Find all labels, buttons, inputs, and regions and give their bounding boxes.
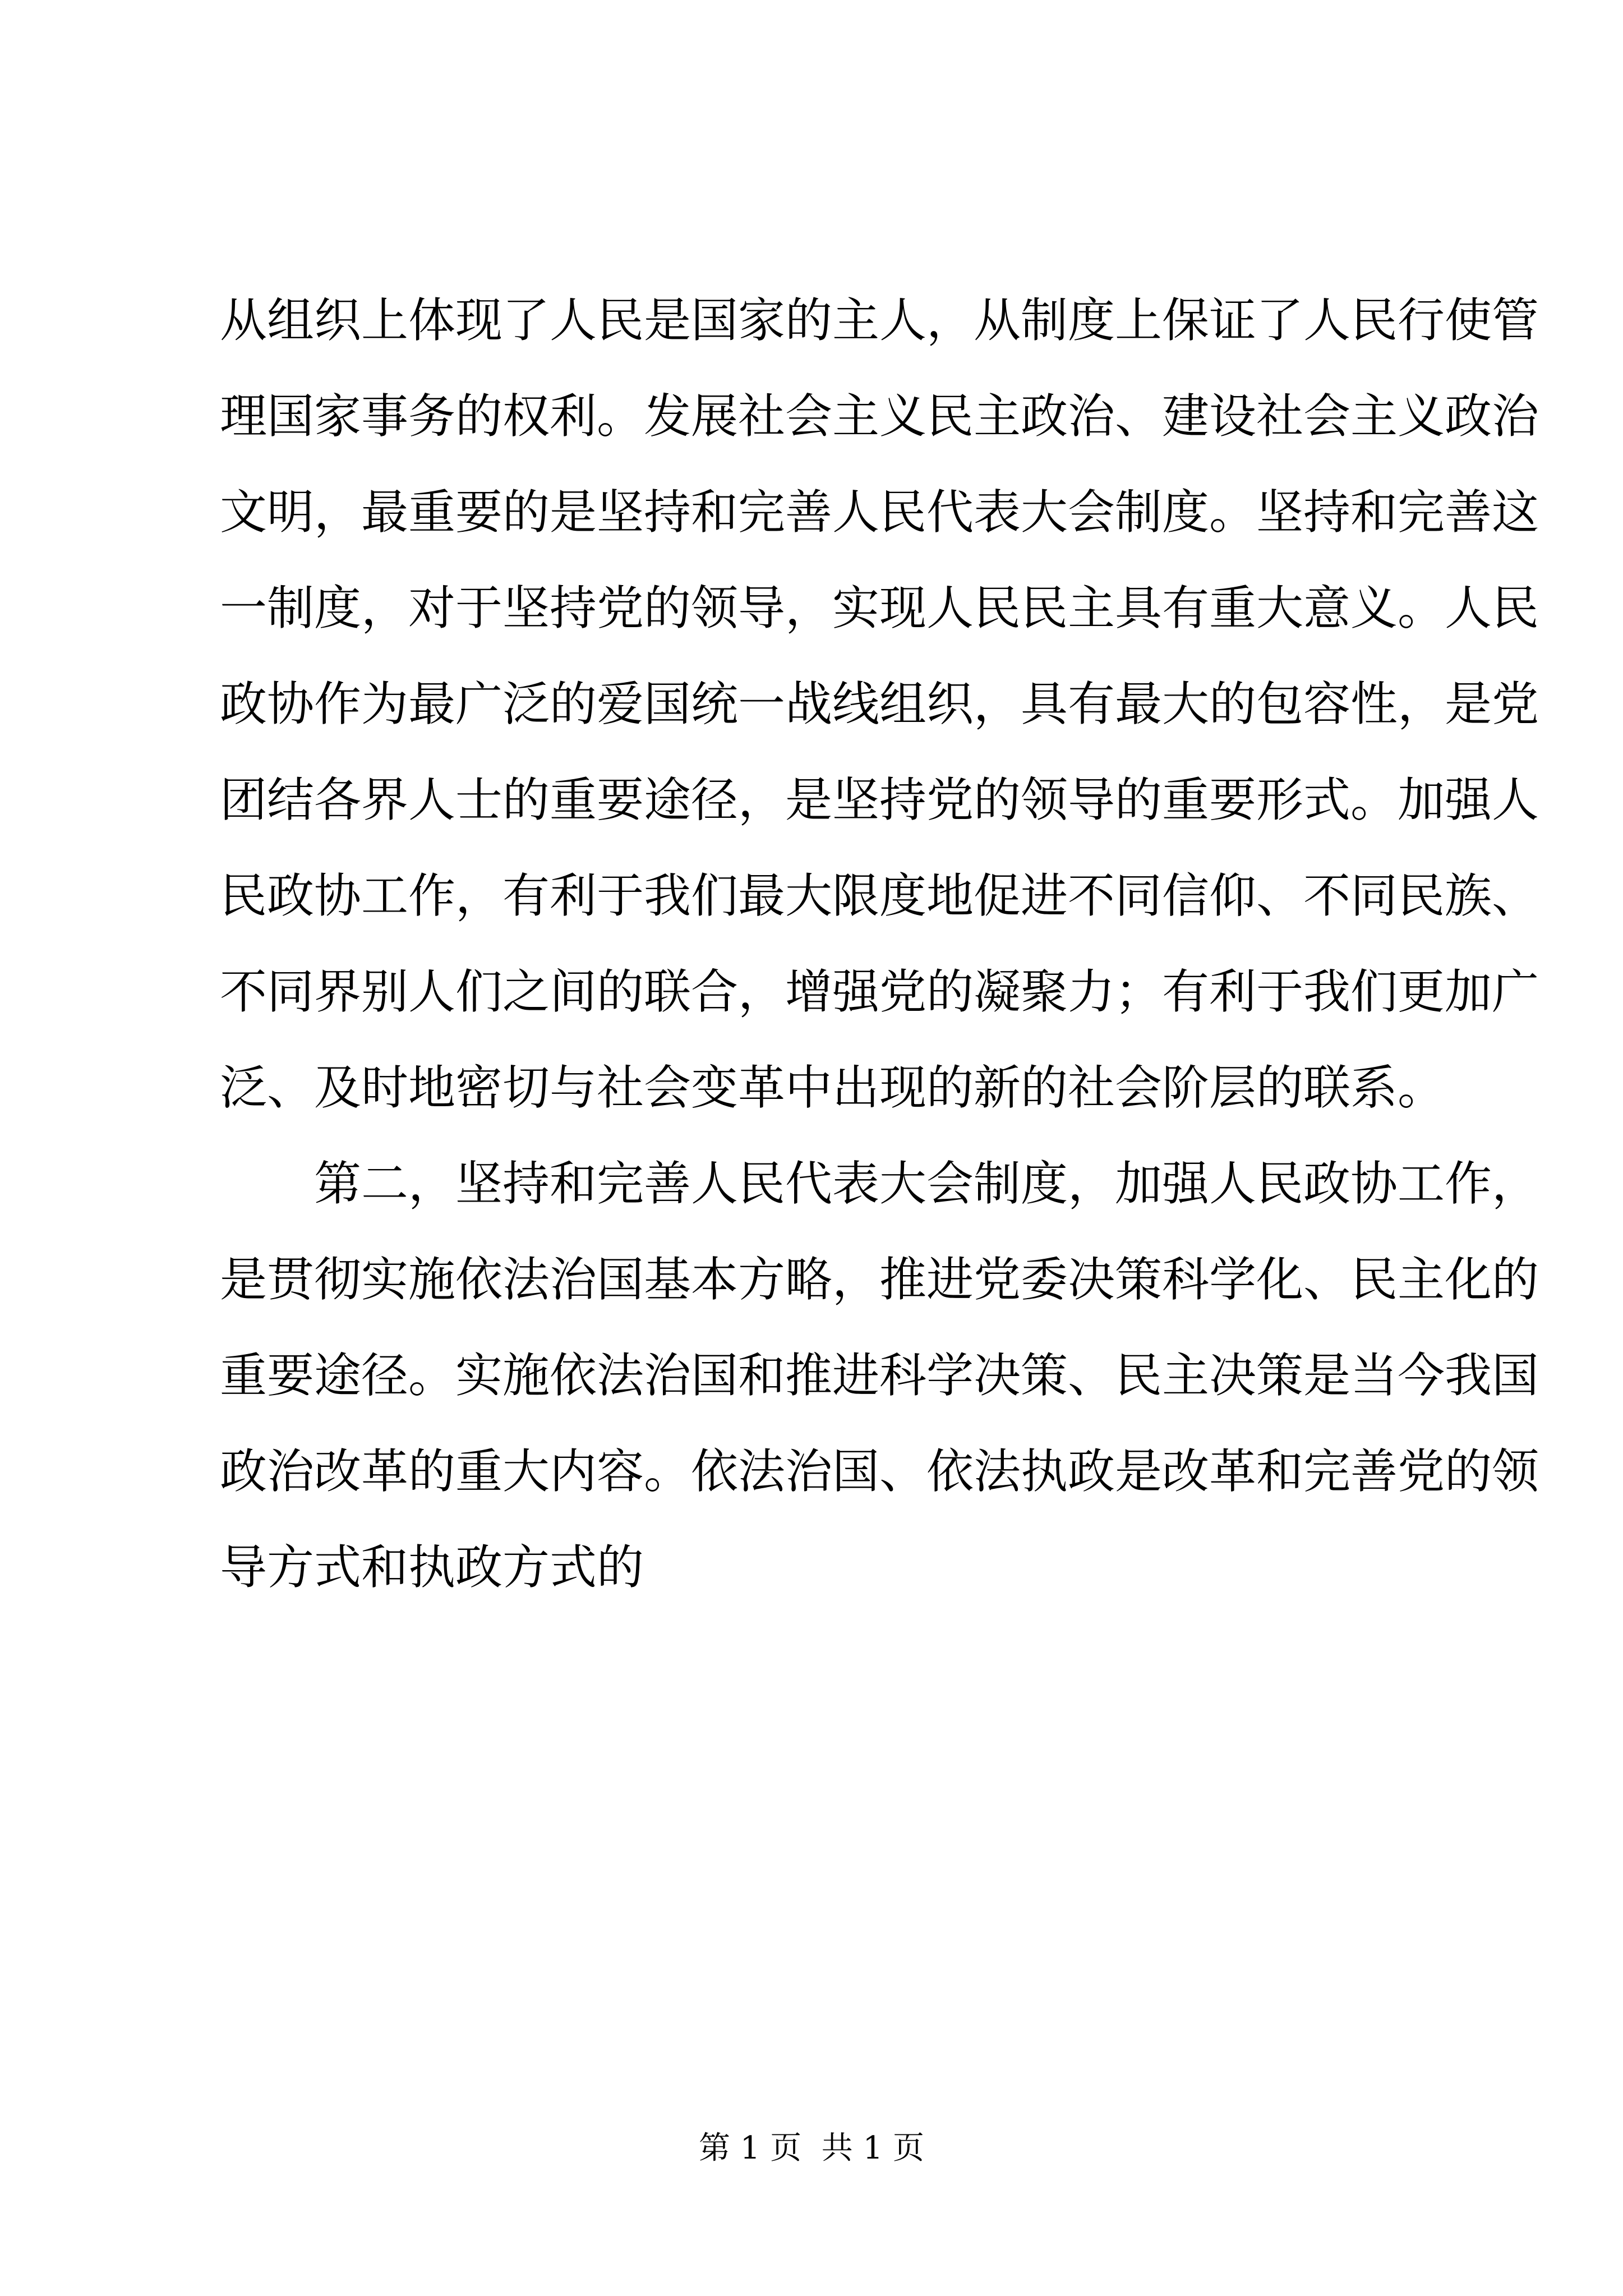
paragraph-2-line-5: 导方式和执政方式的 <box>220 1540 644 1595</box>
paragraph-1-line-3: 文明，最重要的是坚持和完善人民代表大会制度。坚持和完善这 <box>220 485 1539 540</box>
paragraph-1-line-9: 泛、及时地密切与社会变革中出现的新的社会阶层的联系。 <box>220 1060 1445 1115</box>
paragraph-1-line-6: 团结各界人士的重要途径，是坚持党的领导的重要形式。加强人 <box>220 772 1539 827</box>
paragraph-1-line-2: 理国家事务的权利。发展社会主义民主政治、建设社会主义政治 <box>220 389 1539 444</box>
paragraph-2-line-3: 重要途径。实施依法治国和推进科学决策、民主决策是当今我国 <box>220 1348 1539 1403</box>
paragraph-1-line-8: 不同界别人们之间的联合，增强党的凝聚力；有利于我们更加广 <box>220 964 1539 1019</box>
paragraph-2-line-1: 第二，坚持和完善人民代表大会制度，加强人民政协工作， <box>314 1156 1539 1211</box>
paragraph-1-line-5: 政协作为最广泛的爱国统一战线组织，具有最大的包容性，是党 <box>220 677 1539 731</box>
paragraph-1-line-4: 一制度，对于坚持党的领导，实现人民民主具有重大意义。人民 <box>220 581 1539 636</box>
paragraph-2-line-4: 政治改革的重大内容。依法治国、依法执政是改革和完善党的领 <box>220 1444 1539 1499</box>
page-number-footer: 第 1 页 共 1 页 <box>698 2130 925 2166</box>
body-text <box>220 273 1539 1616</box>
paragraph-1-line-7: 民政协工作，有利于我们最大限度地促进不同信仰、不同民族、 <box>220 868 1539 923</box>
paragraph-1-line-1: 从组织上体现了人民是国家的主人，从制度上保证了人民行使管 <box>220 293 1539 348</box>
paragraph-2-line-2: 是贯彻实施依法治国基本方略，推进党委决策科学化、民主化的 <box>220 1252 1539 1307</box>
